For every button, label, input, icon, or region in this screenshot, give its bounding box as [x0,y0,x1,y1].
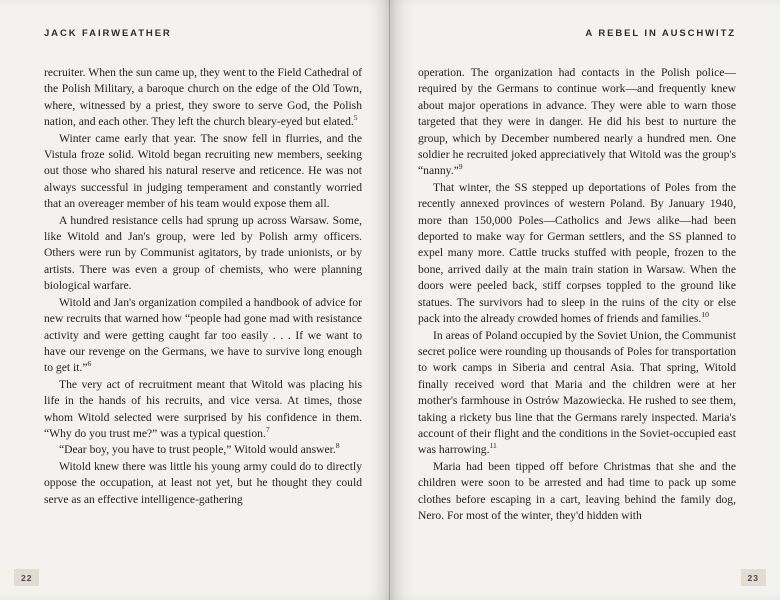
left-page-body [44,65,362,508]
paragraph [418,459,736,525]
footnote-marker: 11 [489,441,497,451]
paragraph-text: In areas of Poland occupied by the Soviet Union, the Communist secret police were rounding up thousands of Poles for transportation to work camps in Siberia and central Asia. That spring, Witold finally received word that Maria and the children were at her mother's farmhouse in Ostrów Mazowiecka. He rushed to see them, taking a rickety bus line that the Germans rarely inspected. Maria's account of their flight and the conditions in the Soviet-occupied east was harrowing. [418,328,736,457]
paragraph [44,213,362,295]
paragraph-text: Witold knew there was little his young army could do to directly oppose the occupation, at least not yet, but he thought they could serve as an effective intelligence-gathering [44,459,362,506]
page-number-right: 23 [741,569,766,586]
paragraph-text: Witold and Jan's organization compiled a handbook of advice for new recruits that warned how “people had gone mad with resistance activity and were getting caught far too easily . . . If we want to have our revenge on the Germans, we have to survive long enough to get it.” [44,295,362,375]
paragraph [44,442,362,458]
paragraph-text: recruiter. When the sun came up, they went to the Field Cathedral of the Polish Military, a baroque church on the edge of the Old Town, where, witnessed by a priest, they swore to serve God, the Polish nation, and each other. They left the church bleary-eyed but elated. [44,66,362,129]
paragraph-text: That winter, the SS stepped up deportations of Poles from the recently annexed provinces of western Poland. By January 1940, more than 150,000 Poles—Catholics and Jews alike—had been deported to make way for German settlers, and the SS planned to expel many more. Cattle trucks stuffed with people, frozen to the bone, arrived daily at the main train station in Warsaw. When the doors were peeled back, stiff corpses toppled to the ground like statues. The survivors had to sleep in the ruins of the city or else pack into the already crowded homes of friends and families. [418,180,736,326]
footnote-marker: 10 [701,310,709,320]
paragraph [44,295,362,377]
right-page-body [418,65,736,524]
paragraph [44,459,362,508]
paragraph-text: Maria had been tipped off before Christmas that she and the children were soon to be arrested and had time to pack up some clothes before escaping in a cart, leaving behind the family dog, Nero. For most of the winter, they'd hidden with [418,459,736,522]
paragraph [418,65,736,180]
footnote-marker: 6 [87,359,92,369]
right-page [390,0,780,600]
paragraph [418,180,736,328]
paragraph [44,131,362,213]
footnote-marker: 9 [458,162,463,172]
paragraph-text: “Dear boy, you have to trust people,” Witold would answer. [59,443,336,457]
paragraph [44,377,362,443]
paragraph-text: The very act of recruitment meant that Witold was placing his life in the hands of his recruits, and vice versa. At times, those whom Witold selected were surprised by his confidence in them. “Why do you trust me?” was a typical question. [44,377,362,440]
paragraph [44,65,362,131]
paragraph-text: A hundred resistance cells had sprung up across Warsaw. Some, like Witold and Jan's group, were led by Polish army officers. Others were run by Communist agitators, by trade unionists, or by artists. There was even a group of chemists, who were planning biological warfare. [44,213,362,293]
paragraph [418,328,736,459]
footnote-marker: 8 [335,441,340,451]
paragraph-text: Winter came early that year. The snow fell in flurries, and the Vistula froze solid. Witold began recruiting new members, seeking out those who shared his natural reserve and reticence. He was not always successful in judging temperament and constantly worried that an overeager member of his team would expose them all. [44,131,362,211]
footnote-marker: 7 [265,425,270,435]
running-head-author: JACK FAIRWEATHER [44,28,172,39]
footnote-marker: 5 [353,113,358,123]
running-head-title: A REBEL IN AUSCHWITZ [585,28,736,39]
paragraph-text: operation. The organization had contacts in the Polish police—required by the Germans to continue work—and frequently knew about major operations in advance. They were able to warn those targeted that they were in danger. He did his best to nurture the group, which by December numbered nearly a hundred men. One soldier he recruited joked appreciatively that Witold was the group's “nanny.” [418,66,736,178]
page-number-left: 22 [14,569,39,586]
